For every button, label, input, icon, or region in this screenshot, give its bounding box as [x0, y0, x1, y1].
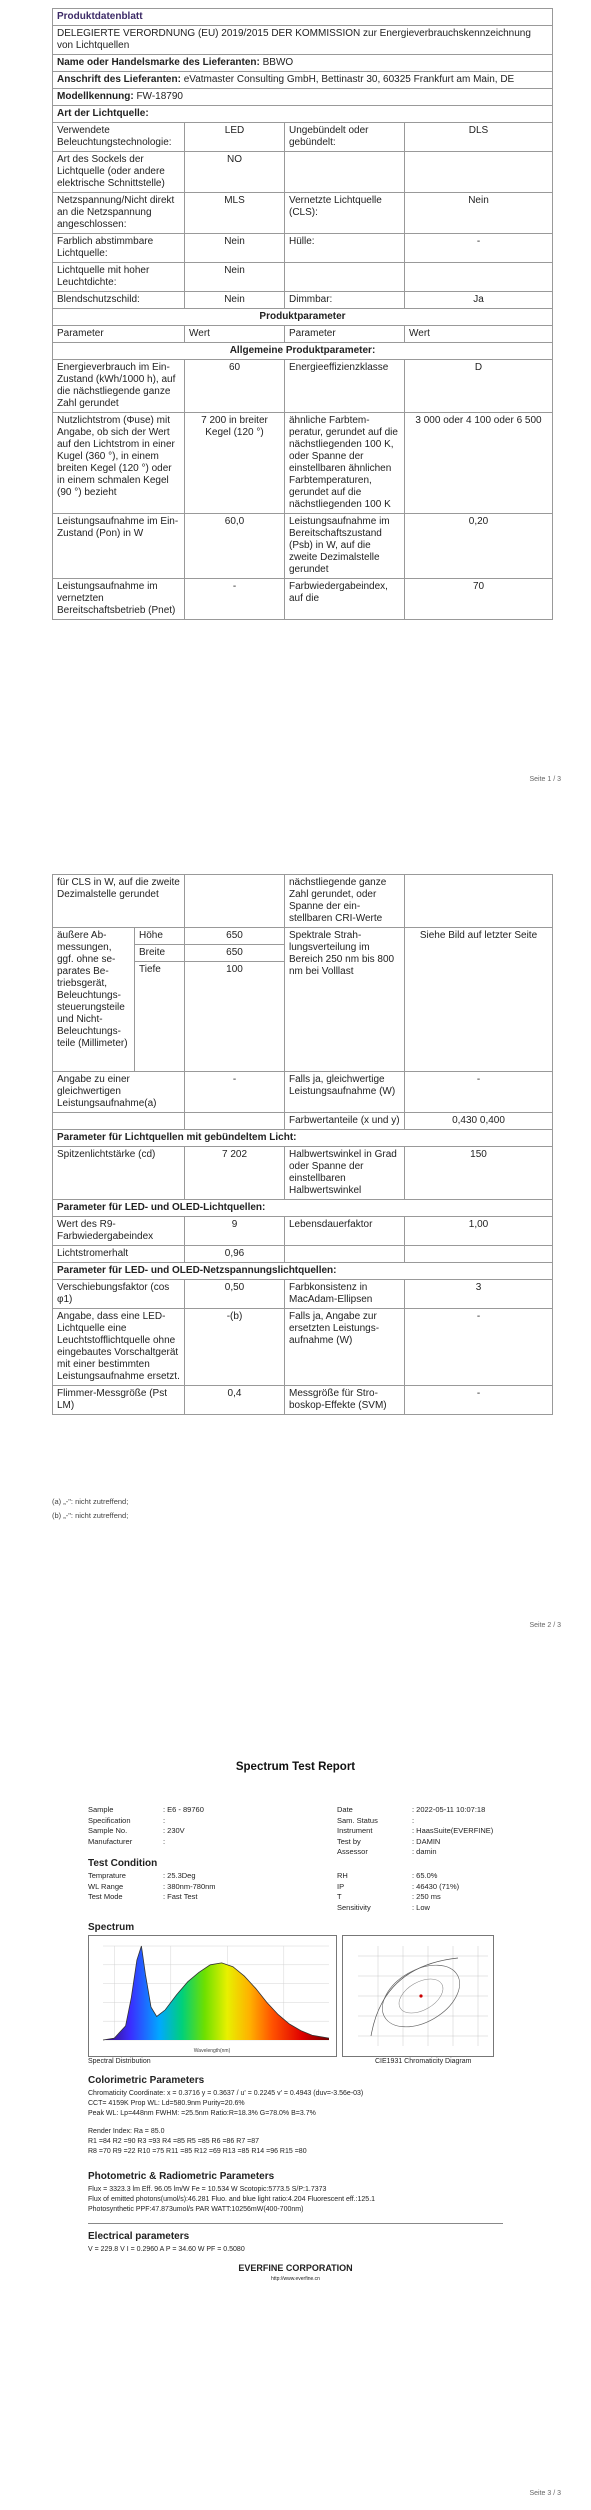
colorimetric-line: Peak WL: Lp=448nm FWHM: =25.5nm Ratio:R=18.3% G=78.0% B=3.7% — [88, 2110, 316, 2117]
page-2 — [0, 850, 591, 1650]
table-row: Angabe zu einer gleichwertigen Leistungsaufnahme(a) - Falls ja, gleichwertige Leistungsaufnahme (W) - — [53, 1072, 553, 1113]
general-params-rows — [53, 360, 553, 620]
model-row: Modellkennung: FW-18790 — [53, 89, 553, 106]
table-row: Verwendete Beleuchtungstechnologie: LED Ungebündelt oder gebündelt: DLS — [53, 123, 553, 152]
table-row: Farbwertanteile (x und y) 0,430 0,400 — [53, 1113, 553, 1130]
table-row: Flimmer-Messgröße (Pst LM) 0,4 Messgröße für Stroboskop-Effekte (SVM) - — [53, 1386, 553, 1415]
photometric-line: Flux = 3323.3 lm Eff. 96.05 lm/W Fe = 10.534 W Scotopic:5773.5 S/P:1.7373 — [88, 2186, 327, 2193]
table-row: Art des Sockels der Lichtquelle (oder andere elektrische Schnittstelle) NO — [53, 152, 553, 193]
spectrum-chart-frame — [88, 1935, 337, 2057]
cie-diagram — [343, 1936, 493, 2056]
spectrum-chart — [89, 1936, 336, 2056]
colorimetric-heading: Colorimetric Parameters — [88, 2075, 205, 2086]
cie-diagram-frame — [342, 1935, 494, 2057]
table-row: Wert des R9-Farbwiedergabeindex 9 Lebensdauerfaktor 1,00 — [53, 1217, 553, 1246]
test-info: Date : 2022-05-11 10:07:18 Sam. Status : Instrument : HaasSuite(EVERFINE) Test by : DAMIN Assessor : damin — [337, 1805, 494, 1856]
table-row: Farblich abstimmbare Lichtquelle: Nein Hülle: - — [53, 234, 553, 263]
corporation-url: http://www.everfine.cn — [271, 2276, 320, 2282]
colorimetric-line: Chromaticity Coordinate: x = 0.3716 y = 0.3637 / u' = 0.2245 v' = 0.4943 (duv=-3.56e-03) — [88, 2090, 364, 2097]
table-row: Nutzlichtstrom (Φuse) mit Angabe, ob sich der Wert auf den Lichtstrom in einer Kugel (360 °), in einem breiten Kegel (120 °) oder in einem schmalen Kegel (90 °) bezieht 7 200 in breiter Kegel (120 °) ähnliche Farbtemperatur, gerundet auf die nächstliegenden 100 K, oder Spanne der einstellbaren ähnlichen Farbtemperaturen, gerundet auf die nächstliegenden 100 K 3 000 oder 4 100 oder 6 500 — [53, 413, 553, 514]
table-row: Lichtstromerhalt 0,96 — [53, 1246, 553, 1263]
footnote-b: (b) „-": nicht zutreffend; — [52, 1511, 129, 1520]
table-row: Leistungsaufnahme im vernetzten Bereitschaftsbetrieb (Pnet) - Farbwiedergabeindex, auf die 70 — [53, 579, 553, 620]
directional-heading: Parameter für Lichtquellen mit gebündeltem Licht: — [53, 1130, 553, 1147]
table-row: Verschiebungsfaktor (cos φ1) 0,50 Farbkonsistenz in MacAdam-Ellipsen 3 — [53, 1280, 553, 1309]
table-row: Netzspannung/Nicht direkt an die Netzspannung angeschlossen: MLS Vernetzte Lichtquelle (CLS): Nein — [53, 193, 553, 234]
page-3 — [0, 1755, 591, 2510]
spectrum-caption: Spectral Distribution — [88, 2058, 151, 2065]
lamp-type-rows — [53, 123, 553, 309]
datasheet-table-1 — [52, 8, 552, 620]
page-title: Produktdatenblatt — [53, 9, 553, 26]
test-condition-heading: Test Condition — [88, 1858, 158, 1869]
table-row: Angabe, dass eine LED-Lichtquelle eine Leuchtstofflichtquelle ohne eingebautes Vorschaltgerät mit einer bestimmten Leistungsaufnahme ersetzt. -(b) Falls ja, Angabe zur ersetzten Leistungsaufnahme (W) - — [53, 1309, 553, 1386]
supplier-name-row: Name oder Handelsmarke des Lieferanten: BBWO — [53, 55, 553, 72]
table-row: äußere Abmessungen, ggf. ohne separates Betriebsgerät, Beleuchtungssteuerungsteile und Nicht-Beleuchtungsteile (Millimeter) Höhe 650 Spektrale Strahlungsverteilung im Bereich 250 nm bis 800 nm bei Volllast Siehe Bild auf letzter Seite — [53, 928, 553, 945]
test-condition-right: RH : 65.0% IP : 46430 (71%) T : 250 ms Sensitivity : Low — [337, 1871, 460, 1912]
electrical-line: V = 229.8 V I = 0.2960 A P = 34.60 W PF = 0.5080 — [88, 2246, 245, 2253]
render-index-line: Render Index: Ra = 85.0 — [88, 2128, 165, 2135]
page-number: Seite 1 / 3 — [529, 776, 561, 783]
table-row: Blendschutzschild: Nein Dimmbar: Ja — [53, 292, 553, 309]
spectrum-heading: Spectrum — [88, 1922, 135, 1933]
electrical-heading: Electrical parameters — [88, 2231, 190, 2242]
photometric-heading: Photometric & Radiometric Parameters — [88, 2171, 275, 2182]
report-title: Spectrum Test Report — [235, 1761, 356, 1773]
table-row: Spitzenlichtstärke (cd) 7 202 Halbwertswinkel in Grad oder Spanne der einstellbaren Halbwertswinkel 150 — [53, 1147, 553, 1200]
test-condition-left: Temprature : 25.3Deg WL Range : 380nm-780nm Test Mode : Fast Test — [88, 1871, 216, 1901]
page-number: Seite 3 / 3 — [529, 2490, 561, 2497]
corporation-name: EVERFINE CORPORATION — [238, 2263, 353, 2273]
lamp-type-row: Art der Lichtquelle: — [53, 106, 553, 123]
table-row: für CLS in W, auf die zweite Dezimalstelle gerundet nächstliegende ganze Zahl gerundet, oder Spanne der einstellbaren CRI-Werte — [53, 875, 553, 928]
table-row: Energieverbrauch im Ein-Zustand (kWh/1000 h), auf die nächstliegende ganze Zahl gerundet 60 Energieeffizienzklasse D — [53, 360, 553, 413]
table-row: Lichtquelle mit hoher Leuchtdichte: Nein — [53, 263, 553, 292]
planckian-locus — [371, 1958, 458, 2036]
sample-info: Sample : E6 - 89760 Specification : Sample No. : 230V Manufacturer : — [88, 1805, 204, 1846]
render-index-line: R1 =84 R2 =90 R3 =93 R4 =85 R5 =85 R6 =86 R7 =87 — [88, 2138, 260, 2145]
chromaticity-point — [419, 1994, 422, 1997]
general-params-heading: Allgemeine Produktparameter: — [53, 343, 553, 360]
led-heading: Parameter für LED- und OLED-Lichtquellen: — [53, 1200, 553, 1217]
render-index-line: R8 =70 R9 =22 R10 =75 R11 =85 R12 =69 R13 =85 R14 =96 R15 =80 — [88, 2148, 307, 2155]
datasheet-table-2 — [52, 874, 552, 1415]
table-row: Breite 650 — [53, 945, 553, 962]
supplier-address-row: Anschrift des Lieferanten: eVatmaster Consulting GmbH, Bettinastr 30, 60325 Frankfurt am Main, DE — [53, 72, 553, 89]
colorimetric-line: CCT= 4159K Prop WL: Ld=580.9nm Purity=20.6% — [88, 2100, 245, 2107]
regulation-subtitle: DELEGIERTE VERORDNUNG (EU) 2019/2015 DER KOMMISSION zur Energieverbrauchskennzeichnung von Lichtquellen — [53, 26, 553, 55]
cie-caption: CIE1931 Chromaticity Diagram — [375, 2058, 472, 2065]
table-row: Tiefe 100 — [53, 962, 553, 1072]
divider — [88, 2223, 503, 2224]
cie-grid — [358, 1946, 488, 2046]
footnote-a: (a) „-": nicht zutreffend; — [52, 1497, 129, 1506]
page-1 — [0, 0, 591, 792]
mains-heading: Parameter für LED- und OLED-Netzspannungslichtquellen: — [53, 1263, 553, 1280]
table-header-row: Parameter Wert Parameter Wert — [53, 326, 553, 343]
photometric-line: Photosynthetic PPF:47.873umol/s PAR WATT:10256mW(400-700nm) — [88, 2206, 304, 2213]
spectrum-xlabel: Wavelength(nm) — [193, 2048, 231, 2054]
table-row: Leistungsaufnahme im Ein-Zustand (Pon) in W 60,0 Leistungsaufnahme im Bereitschaftszustand (Psb) in W, auf die zweite Dezimalstelle gerundet 0,20 — [53, 514, 553, 579]
product-params-heading: Produktparameter — [53, 309, 553, 326]
page-number: Seite 2 / 3 — [529, 1622, 561, 1629]
photometric-line: Flux of emitted photons(umol/s):46.281 Fluo. and blue light ratio:4.204 Fluorescent eff.:125.1 — [88, 2196, 376, 2203]
